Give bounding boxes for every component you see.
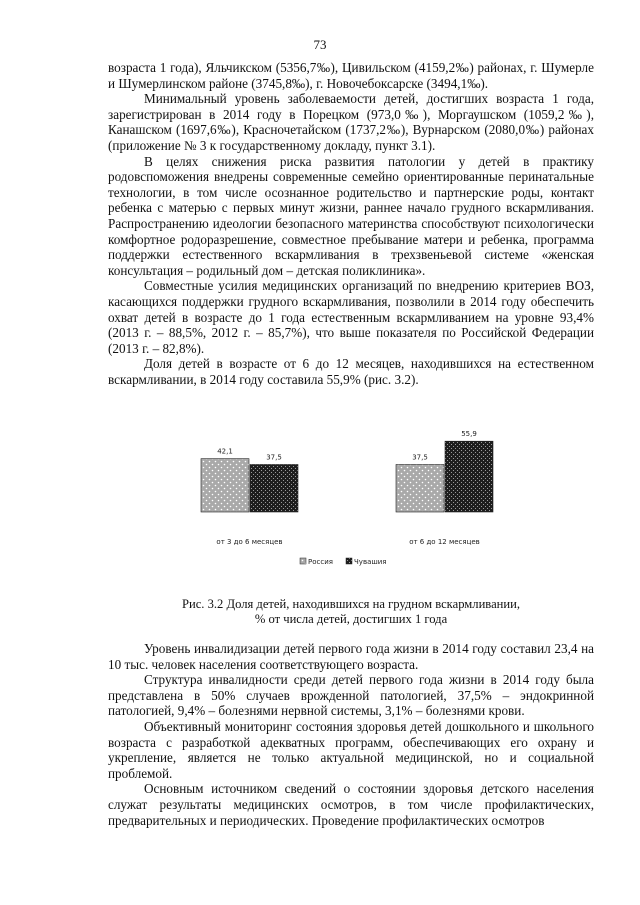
category-label-1: от 3 до 6 месяцев [216, 538, 283, 546]
figure-caption-line-1: Рис. 3.2 Доля детей, находившихся на грудном вскармливании, [181, 597, 521, 611]
legend-label-chuvashia: Чувашия [354, 558, 387, 566]
paragraph: Минимальный уровень заболеваемости детей, достигших возраста 1 года, зарегистрирован в 2014 году в Порецком (973,0‰), Моргаушском (1059,2‰), Канашском (1697,6‰), Красночетайском (1737,2‰), Вурнарском (2080,0‰) районах (приложение № 3 к государственному докладу, пункт 3.1). [108, 91, 594, 153]
data-label-chuvashia-2: 55,9 [461, 430, 477, 439]
data-label-russia-1: 42,1 [217, 447, 233, 456]
paragraph: Структура инвалидности среди детей первого года жизни в 2014 году была представлена в 50% случаев врожденной патологией, 37,5% – эндокринной патологией, 9,4% – болезнями нервной системы, 3,1% – болезнями крови. [108, 672, 594, 719]
figure-caption [108, 597, 594, 627]
body-text-bottom [108, 641, 594, 828]
data-label-chuvashia-1: 37,5 [266, 453, 282, 462]
bar-russia-2 [396, 465, 444, 513]
paragraph: Совместные усилия медицинских организаций по внедрению критериев ВОЗ, касающихся поддержки грудного вскармливания, позволили в 2014 году обеспечить охват детей в возрасте до 1 года естественным вскармливанием на уровне 93,4% (2013 г. – 88,5%, 2012 г. – 85,7%), что выше показателя по Российской Федерации (2013 г. – 82,8%). [108, 278, 594, 356]
legend-label-russia: Россия [308, 558, 333, 566]
legend-swatch-russia [300, 558, 306, 564]
paragraph: возраста 1 года), Яльчикском (5356,7‰), Цивильском (4159,2‰) районах, г. Шумерле и Шумерлинском районе (3745,8‰), г. Новочебоксарске (3494,1‰). [108, 60, 594, 91]
paragraph: Доля детей в возрасте от 6 до 12 месяцев, находившихся на естественном вскармливании, в 2014 году составила 55,9% (рис. 3.2). [108, 356, 594, 387]
breastfeeding-chart [196, 418, 496, 578]
bar-chuvashia-2 [445, 441, 493, 512]
chart-svg [196, 418, 496, 578]
page-number: 73 [313, 37, 327, 52]
paragraph: Основным источником сведений о состоянии здоровья детского населения служат результаты медицинских осмотров, в том числе профилактических, предварительных и периодических. Проведение профилактических осмотров [108, 781, 594, 828]
legend-swatch-chuvashia [346, 558, 352, 564]
paragraph: В целях снижения риска развития патологии у детей в практику родовспоможения внедрены современные семейно ориентированные перинатальные технологии, в том числе осознанное родительство и партнерские роды, контакт ребенка с матерью с первых минут жизни, раннее начало грудного вскармливания. Распространению идеологии безопасного материнства способствуют психологически комфортное родоразрешение, совместное пребывание матери и ребенка, программа поддержки естественного вскармливания в трехзвеньевой системе «женская консультация – родильный дом – детская поликлиника». [108, 153, 594, 278]
bar-russia-1 [201, 459, 249, 512]
category-label-2: от 6 до 12 месяцев [409, 538, 480, 546]
body-text-top [108, 60, 594, 387]
paragraph: Объективный мониторинг состояния здоровья детей дошкольного и школьного возраста с разработкой адекватных программ, обеспечивающих его охрану и укрепление, является не только актуальной медицинской, но и социальной проблемой. [108, 718, 594, 781]
data-label-russia-2: 37,5 [412, 453, 428, 462]
bar-chuvashia-1 [250, 465, 298, 513]
figure-caption-line-2: % от числа детей, достигших 1 года [254, 612, 448, 626]
paragraph: Уровень инвалидизации детей первого года жизни в 2014 году составил 23,4 на 10 тыс. человек населения соответствующего возраста. [108, 641, 594, 672]
